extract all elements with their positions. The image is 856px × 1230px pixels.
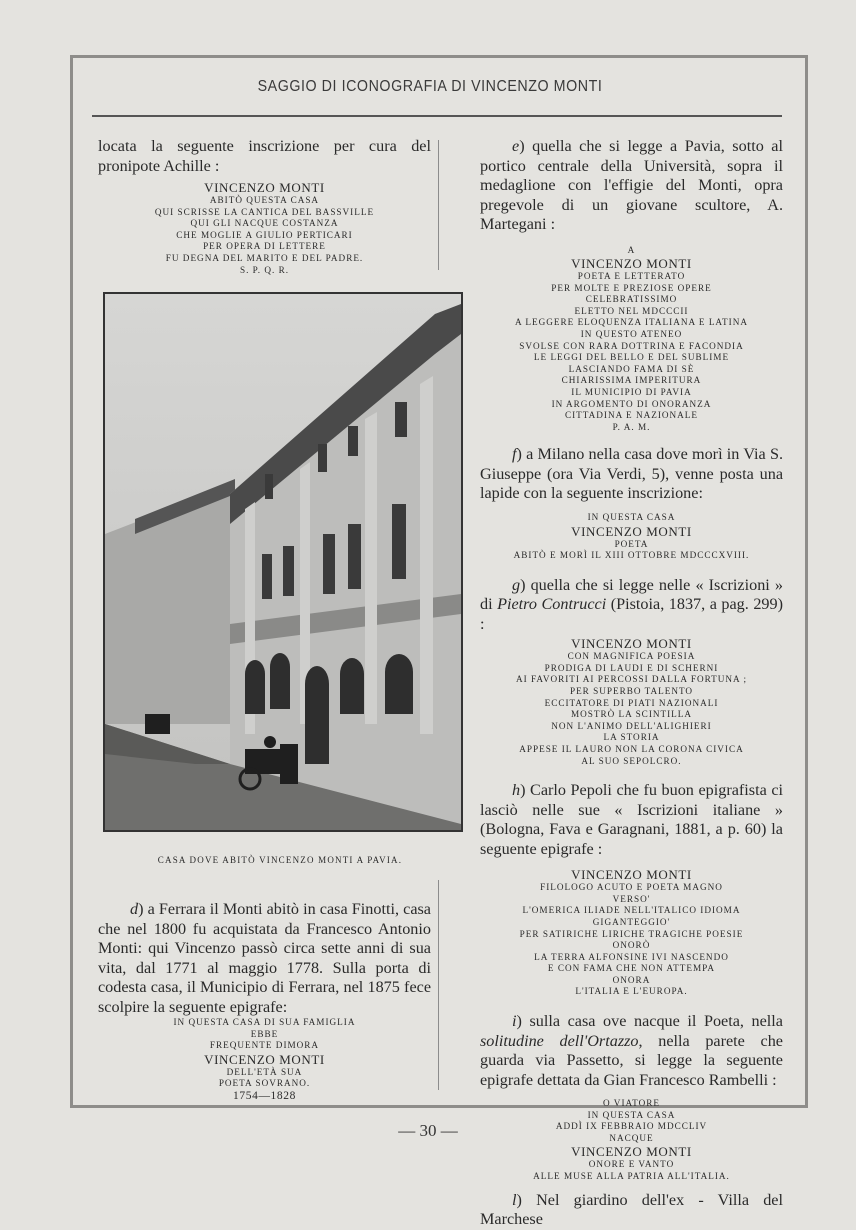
inscription-line: PRODIGA DI LAUDI E DI SCHERNI bbox=[544, 662, 719, 673]
inscription-line: IL MUNICIPIO DI PAVIA bbox=[571, 387, 692, 398]
inscription-milano bbox=[480, 512, 783, 562]
inscription-line: CELEBRATISSIMO bbox=[585, 294, 678, 305]
inscription-line: POETA SOVRANO. bbox=[218, 1078, 311, 1089]
inscription-name: VINCENZO MONTI bbox=[204, 180, 325, 195]
left-column-top bbox=[98, 137, 431, 276]
inscription-contrucci bbox=[480, 636, 783, 767]
header-rule bbox=[92, 115, 782, 117]
left-column-bottom bbox=[98, 900, 431, 1102]
inscription-line: CITTADINA E NAZIONALE bbox=[564, 410, 699, 421]
paragraph-text: , nella parete che guarda via Passetto, si legge la seguente epigrafe dettata da Gian Francesco Rambelli : bbox=[480, 1031, 783, 1089]
item-label: e bbox=[512, 137, 520, 155]
item-label: l bbox=[512, 1190, 517, 1209]
inscription-line: IN QUESTA CASA bbox=[587, 1109, 676, 1120]
inscription-line: P. A. M. bbox=[612, 421, 651, 432]
paragraph-text: ) sulla casa ove nacque il Poeta, nella bbox=[516, 1012, 783, 1031]
paragraph-g bbox=[480, 576, 783, 635]
inscription-line: DELL'ETÀ SUA bbox=[226, 1066, 303, 1077]
inscription-pepoli bbox=[480, 867, 783, 998]
paragraph-text: ) Nel giardino dell'ex - Villa del Marchese bbox=[480, 1190, 783, 1229]
paragraph-text: ) Carlo Pepoli che fu buon epigrafista ci lasciò nelle sue « Iscrizioni italiane » (Bologna, Fava e Garagnani, 1881, a p. 60) la seguente epigrafe : bbox=[480, 781, 783, 858]
inscription-line: ONORE E VANTO bbox=[588, 1159, 675, 1170]
author-name: Pietro Contrucci bbox=[497, 595, 607, 614]
paragraph-text: ) a Milano nella casa dove morì in Via S. Giuseppe (ora Via Verdi, 5), venne posta una lapide con la seguente inscrizione: bbox=[480, 445, 783, 503]
inscription-dates: 1754—1828 bbox=[233, 1089, 296, 1102]
inscription-line: LA STORIA bbox=[603, 732, 660, 743]
inscription-line: AL SUO SEPOLCRO. bbox=[581, 755, 682, 766]
photo-illustration bbox=[105, 294, 461, 830]
inscription-line: MOSTRÒ LA SCINTILLA bbox=[570, 709, 693, 720]
inscription-line: PER MOLTE E PREZIOSE OPERE bbox=[551, 282, 712, 293]
inscription-line: A LEGGERE ELOQUENZA ITALIANA E LATINA bbox=[515, 317, 748, 328]
inscription-line: ELETTO NEL MDCCCII bbox=[574, 305, 689, 316]
inscription-line: ALLE MUSE ALLA PATRIA ALL'ITALIA. bbox=[533, 1171, 730, 1182]
item-label: d bbox=[130, 900, 139, 918]
page-number: — 30 — bbox=[398, 1121, 458, 1140]
inscription-line: NACQUE bbox=[609, 1132, 654, 1143]
inscription-line: L'OMERICA ILIADE NELL'ITALICO IDIOMA bbox=[522, 905, 741, 916]
inscription-line: POETA bbox=[614, 538, 649, 549]
inscription-line: CHE MOGLIE A GIULIO PERTICARI bbox=[176, 229, 353, 240]
item-label: f bbox=[512, 445, 517, 464]
inscription-line: IN QUESTO ATENEO bbox=[580, 329, 683, 340]
paragraph-f bbox=[480, 445, 783, 504]
paragraph-i bbox=[480, 1012, 783, 1090]
inscription-line: PER SATIRICHE LIRICHE TRAGICHE POESIE bbox=[519, 928, 744, 939]
paragraph-text: (Pistoia, 1837, a pag. 299) : bbox=[480, 595, 783, 633]
column-divider-bottom bbox=[438, 880, 439, 1090]
paragraph-d bbox=[98, 900, 431, 1017]
inscription-line: IN QUESTA CASA DI SUA FAMIGLIA bbox=[173, 1017, 356, 1027]
inscription-line: NON L'ANIMO DELL'ALIGHIERI bbox=[551, 720, 712, 731]
inscription-line: FREQUENTE DIMORA bbox=[209, 1040, 320, 1051]
column-divider-top bbox=[438, 140, 439, 270]
inscription-line: PER SUPERBO TALENTO bbox=[569, 685, 694, 696]
building-photograph bbox=[103, 292, 463, 832]
inscription-line: S. P. Q. R. bbox=[239, 264, 290, 275]
inscription-line: ONORÒ bbox=[612, 940, 651, 951]
inscription-name: VINCENZO MONTI bbox=[571, 256, 692, 272]
inscription-line: QUI SCRISSE LA CANTICA DEL BASSVILLE bbox=[154, 206, 375, 217]
inscription-line: E CON FAMA CHE NON ATTEMPA bbox=[547, 963, 716, 974]
right-column bbox=[480, 137, 783, 1230]
paragraph-h bbox=[480, 781, 783, 859]
inscription-line: FU DEGNA DEL MARITO E DEL PADRE. bbox=[165, 252, 364, 263]
inscription-name: VINCENZO MONTI bbox=[571, 523, 692, 539]
paragraph-l bbox=[480, 1191, 783, 1230]
paragraph-text: ) quella che si legge a Pavia, sotto al portico centrale della Università, sopra il medaglione con l'effigie del Monti, opra pregevole di un giovane scultore, A. Martegani : bbox=[480, 137, 783, 233]
inscription-name: VINCENZO MONTI bbox=[571, 636, 692, 652]
item-label: h bbox=[512, 781, 521, 800]
inscription-line: APPESE IL LAURO NON LA CORONA CIVICA bbox=[519, 743, 744, 754]
inscription-pavia-house bbox=[98, 180, 431, 276]
inscription-line: VERSO' bbox=[612, 893, 651, 904]
inscription-line: ONORA bbox=[612, 974, 651, 985]
inscription-line: AI FAVORITI AI PERCOSSI DALLA FORTUNA ; bbox=[515, 674, 748, 685]
inscription-name: VINCENZO MONTI bbox=[204, 1051, 325, 1067]
inscription-line: LA TERRA ALFONSINE IVI NASCENDO bbox=[534, 951, 729, 962]
place-name: solitudine dell'Ortazzo bbox=[480, 1031, 639, 1050]
inscription-line: LE LEGGI DEL BELLO E DEL SUBLIME bbox=[533, 352, 730, 363]
photo-caption: CASA DOVE ABITÒ VINCENZO MONTI A PAVIA. bbox=[157, 855, 403, 865]
inscription-line: GIGANTEGGIO' bbox=[592, 916, 671, 927]
paragraph-e bbox=[480, 137, 783, 235]
item-label: g bbox=[512, 575, 521, 594]
inscription-ferrara bbox=[98, 1017, 431, 1102]
inscription-line: FILOLOGO ACUTO E POETA MAGNO bbox=[540, 882, 723, 893]
inscription-name: VINCENZO MONTI bbox=[571, 867, 692, 883]
inscription-line: POETA E LETTERATO bbox=[577, 271, 686, 282]
running-head: SAGGIO DI ICONOGRAFIA DI VINCENZO MONTI bbox=[257, 78, 603, 95]
inscription-line: ECCITATORE DI PIATI NAZIONALI bbox=[544, 697, 719, 708]
inscription-line: IN ARGOMENTO DI ONORANZA bbox=[551, 398, 712, 409]
inscription-line: PER OPERA DI LETTERE bbox=[203, 241, 326, 252]
inscription-pavia-university bbox=[480, 245, 783, 434]
inscription-line: EBBE bbox=[250, 1028, 279, 1039]
inscription-name: VINCENZO MONTI bbox=[571, 1144, 692, 1160]
inscription-line: L'ITALIA E L'EUROPA. bbox=[575, 986, 688, 997]
inscription-line: O VIATORE bbox=[603, 1098, 660, 1109]
inscription-line: ABITÒ E MORÌ IL XIII OTTOBRE MDCCCXVIII. bbox=[513, 550, 750, 561]
paragraph-text: ) quella che si legge nelle « Iscrizioni » di bbox=[480, 575, 783, 614]
inscription-line: ABITÒ QUESTA CASA bbox=[209, 195, 320, 205]
inscription-line: IN QUESTA CASA bbox=[587, 511, 676, 522]
inscription-line: ADDÌ IX FEBBRAIO MDCCLIV bbox=[555, 1121, 708, 1132]
paragraph-text: ) a Ferrara il Monti abitò in casa Finotti, casa che nel 1800 fu acquistata da Francesco Antonio Monti: qui Vincenzo passò circa sette anni di sua vita, dal 1771 al maggio 1778. Sulla porta di codesta casa, il Municipio di Ferrara, nel 1875 fece scolpire la seguente epigrafe: bbox=[98, 900, 431, 1016]
inscription-line: CHIARISSIMA IMPERITURA bbox=[561, 375, 702, 386]
inscription-line: CON MAGNIFICA POESIA bbox=[567, 651, 696, 662]
intro-paragraph: locata la seguente inscrizione per cura del pronipote Achille : bbox=[98, 137, 431, 175]
item-label: i bbox=[512, 1012, 517, 1031]
inscription-line: LASCIANDO FAMA DI SÈ bbox=[568, 363, 695, 374]
inscription-line: SVOLSE CON RARA DOTTRINA E FACONDIA bbox=[519, 340, 744, 351]
inscription-line: QUI GLI NACQUE COSTANZA bbox=[190, 218, 339, 229]
inscription-line: A bbox=[627, 244, 636, 255]
